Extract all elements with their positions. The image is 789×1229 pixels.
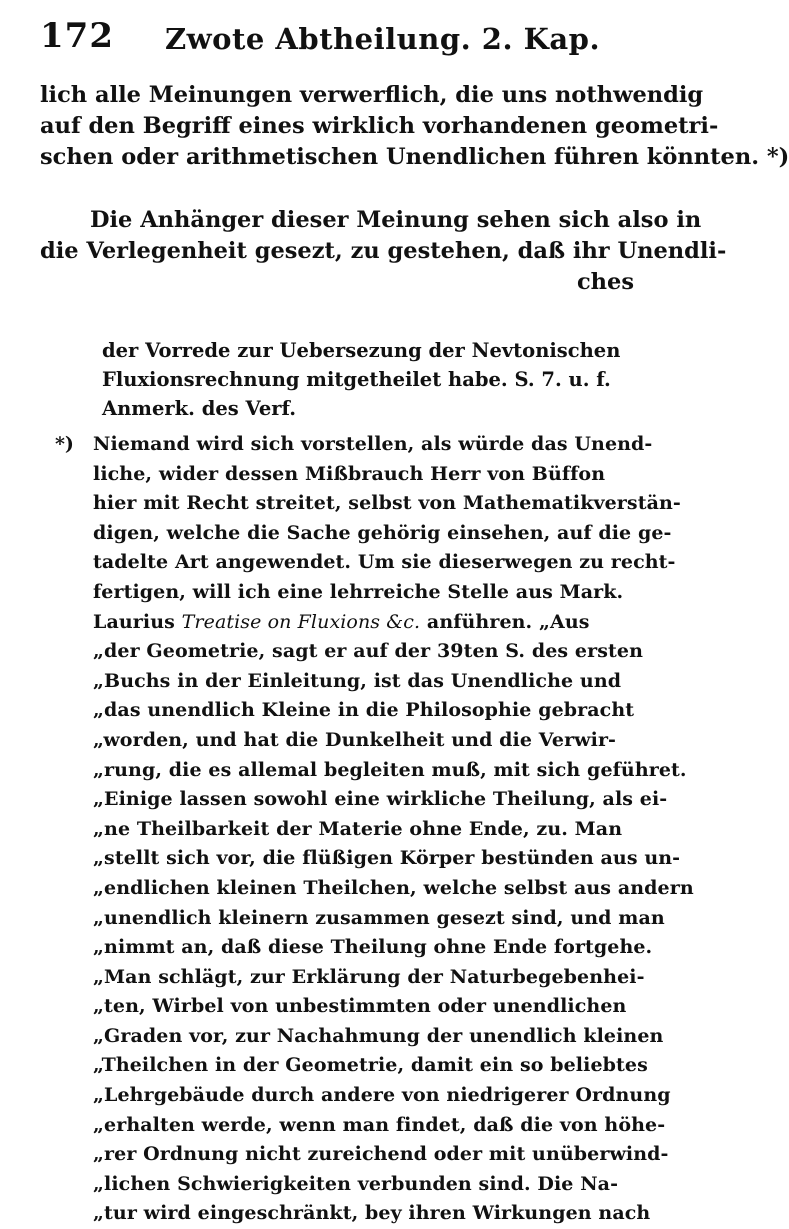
footnote-line-citation: [93, 608, 633, 638]
running-head: Zwote Abtheilung. 2. Kap.: [165, 22, 601, 56]
paragraph-2: [40, 205, 727, 298]
footnote-line: Niemand wird sich vorstellen, als würde das Unend-: [93, 433, 653, 455]
paragraph-1: [40, 80, 789, 173]
footnote-line: „Man schlägt, zur Erklärung der Naturbegebenhei-: [93, 965, 645, 988]
text-line: Die Anhänger dieser Meinung sehen sich also in: [90, 207, 702, 233]
footnote-line: „ten, Wirbel von unbestimmten oder unendlichen: [93, 995, 627, 1018]
footnote-line: „der Geometrie, sagt er auf der 39ten S. des ersten: [93, 640, 644, 663]
note-line: Fluxionsrechnung mitgetheilet habe. S. 7. u. f.: [102, 368, 611, 391]
footnote-line: „unendlich kleinern zusammen gesezt sind, und man: [93, 906, 665, 929]
footnote-line: „Theilchen in der Geometrie, damit ein so beliebtes: [93, 1054, 648, 1077]
note-line: Anmerk. des Verf.: [102, 397, 297, 420]
citation-tail: anführen. „Aus: [426, 610, 590, 633]
footnote-line: „das unendlich Kleine in die Philosophie gebracht: [93, 699, 635, 722]
footnote-line: „Buchs in der Einleitung, ist das Unendliche und: [93, 669, 622, 692]
text-line: auf den Begriff eines wirklich vorhandenen geometri-: [40, 113, 719, 139]
text-line: schen oder arithmetischen Unendlichen führen könnten. *): [40, 144, 789, 170]
footnote-line: „worden, und hat die Dunkelheit und die Verwir-: [93, 728, 617, 751]
footnote-line: „lichen Schwierigkeiten verbunden sind. Die Na-: [93, 1172, 619, 1195]
footnote-line: „rer Ordnung nicht zureichend oder mit unüberwind-: [93, 1143, 669, 1166]
footnote-text: [93, 430, 694, 1229]
footnote-line: „erhalten werde, wenn man findet, daß die von höhe-: [93, 1113, 666, 1136]
footnote-line: „tur wird eingeschränkt, bey ihren Wirkungen nach: [93, 1202, 651, 1225]
footnote-marker: *): [55, 433, 74, 455]
footnote-line: hier mit Recht streitet, selbst von Mathematikverstän-: [93, 492, 681, 515]
footnote-line: „ne Theilbarkeit der Materie ohne Ende, zu. Man: [93, 817, 623, 840]
footnote-line: „Lehrgebäude durch andere von niedrigerer Ordnung: [93, 1084, 671, 1107]
footnote-line: „stellt sich vor, die flüßigen Körper bestünden aus un-: [93, 847, 681, 870]
footnote-line: „Graden vor, zur Nachahmung der unendlich kleinen: [93, 1024, 664, 1047]
text-line: lich alle Meinungen verwerflich, die uns nothwendig: [40, 82, 704, 108]
footnote-line: liche, wider dessen Mißbrauch Herr von Büffon: [93, 462, 606, 485]
footnote-line: „rung, die es allemal begleiten muß, mit sich geführet.: [93, 758, 687, 781]
previous-note-continuation: [102, 336, 634, 423]
page-header: [40, 16, 620, 64]
author-name: Laurius: [93, 610, 175, 633]
note-line: der Vorrede zur Uebersezung der Nevtonischen: [102, 339, 621, 362]
footnote-line: „Einige lassen sowohl eine wirkliche Theilung, als ei-: [93, 788, 668, 811]
footnote-line: fertigen, will ich eine lehrreiche Stelle aus Mark.: [93, 580, 624, 603]
book-title: Treatise on Fluxions &c.: [181, 610, 421, 633]
footnote-line: „nimmt an, daß diese Theilung ohne Ende fortgehe.: [93, 936, 653, 959]
footnote-line: digen, welche die Sache gehörig einsehen, auf die ge-: [93, 521, 672, 544]
catchword: ches: [576, 269, 634, 295]
page-number: 172: [40, 16, 114, 56]
footnote-line: tadelte Art angewendet. Um sie dieserwegen zu recht-: [93, 551, 676, 574]
text-line: die Verlegenheit gesezt, zu gestehen, daß ihr Unendli-: [40, 238, 727, 264]
footnote-line: „endlichen kleinen Theilchen, welche selbst aus andern: [93, 876, 694, 899]
